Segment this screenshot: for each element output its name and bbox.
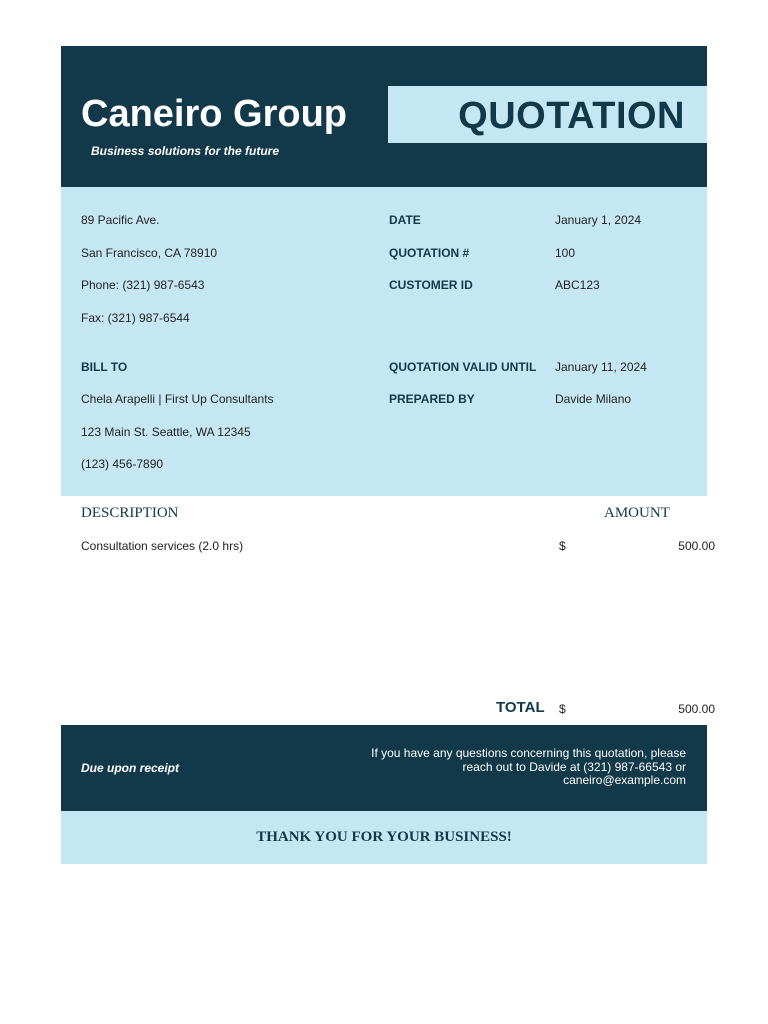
header-banner bbox=[61, 46, 707, 187]
contact-note bbox=[356, 747, 686, 788]
quotation-number-label: QUOTATION # bbox=[389, 246, 470, 260]
description-header: DESCRIPTION bbox=[81, 505, 179, 521]
company-address-line1: 89 Pacific Ave. bbox=[81, 213, 160, 227]
bill-to-label: BILL TO bbox=[81, 360, 128, 374]
item-description: Consultation services (2.0 hrs) bbox=[81, 539, 244, 553]
title-box bbox=[388, 86, 707, 143]
payment-terms: Due upon receipt bbox=[81, 761, 180, 775]
contact-email: caneiro@example.com bbox=[563, 773, 686, 787]
company-phone: Phone: (321) 987-6543 bbox=[81, 278, 205, 292]
amount-header: AMOUNT bbox=[604, 505, 670, 521]
customer-id-value: ABC123 bbox=[555, 278, 600, 292]
thank-you-text: THANK YOU FOR YOUR BUSINESS! bbox=[256, 829, 512, 845]
company-address-line2: San Francisco, CA 78910 bbox=[81, 246, 218, 260]
total-label: TOTAL bbox=[496, 699, 545, 716]
total-currency: $ bbox=[559, 702, 566, 716]
quotation-number-value: 100 bbox=[555, 246, 576, 260]
document-title: QUOTATION bbox=[458, 95, 685, 137]
valid-until-label: QUOTATION VALID UNTIL bbox=[389, 360, 537, 374]
bill-to-phone: (123) 456-7890 bbox=[81, 457, 164, 471]
quotation-document bbox=[61, 46, 715, 864]
company-fax: Fax: (321) 987-6544 bbox=[81, 311, 190, 325]
date-value: January 1, 2024 bbox=[555, 213, 642, 227]
contact-line: reach out to Davide at (321) 987-66543 or bbox=[462, 759, 686, 774]
prepared-by-label: PREPARED BY bbox=[389, 392, 475, 406]
item-currency: $ bbox=[559, 539, 566, 553]
contact-line: If you have any questions concerning this quotation, please bbox=[371, 746, 686, 760]
customer-id-label: CUSTOMER ID bbox=[389, 278, 473, 292]
item-amount: 500.00 bbox=[678, 539, 715, 553]
total-amount: 500.00 bbox=[678, 702, 715, 716]
date-label: DATE bbox=[389, 213, 421, 227]
company-tagline: Business solutions for the future bbox=[91, 144, 280, 158]
bill-to-address: 123 Main St. Seattle, WA 12345 bbox=[81, 425, 251, 439]
line-items bbox=[61, 496, 715, 725]
company-name: Caneiro Group bbox=[81, 93, 348, 135]
footer-banner bbox=[61, 725, 707, 811]
bill-to-name: Chela Arapelli | First Up Consultants bbox=[81, 392, 274, 406]
valid-until-value: January 11, 2024 bbox=[555, 360, 647, 374]
prepared-by-value: Davide Milano bbox=[555, 392, 632, 406]
info-block bbox=[61, 187, 707, 496]
thank-you-banner bbox=[61, 811, 707, 864]
